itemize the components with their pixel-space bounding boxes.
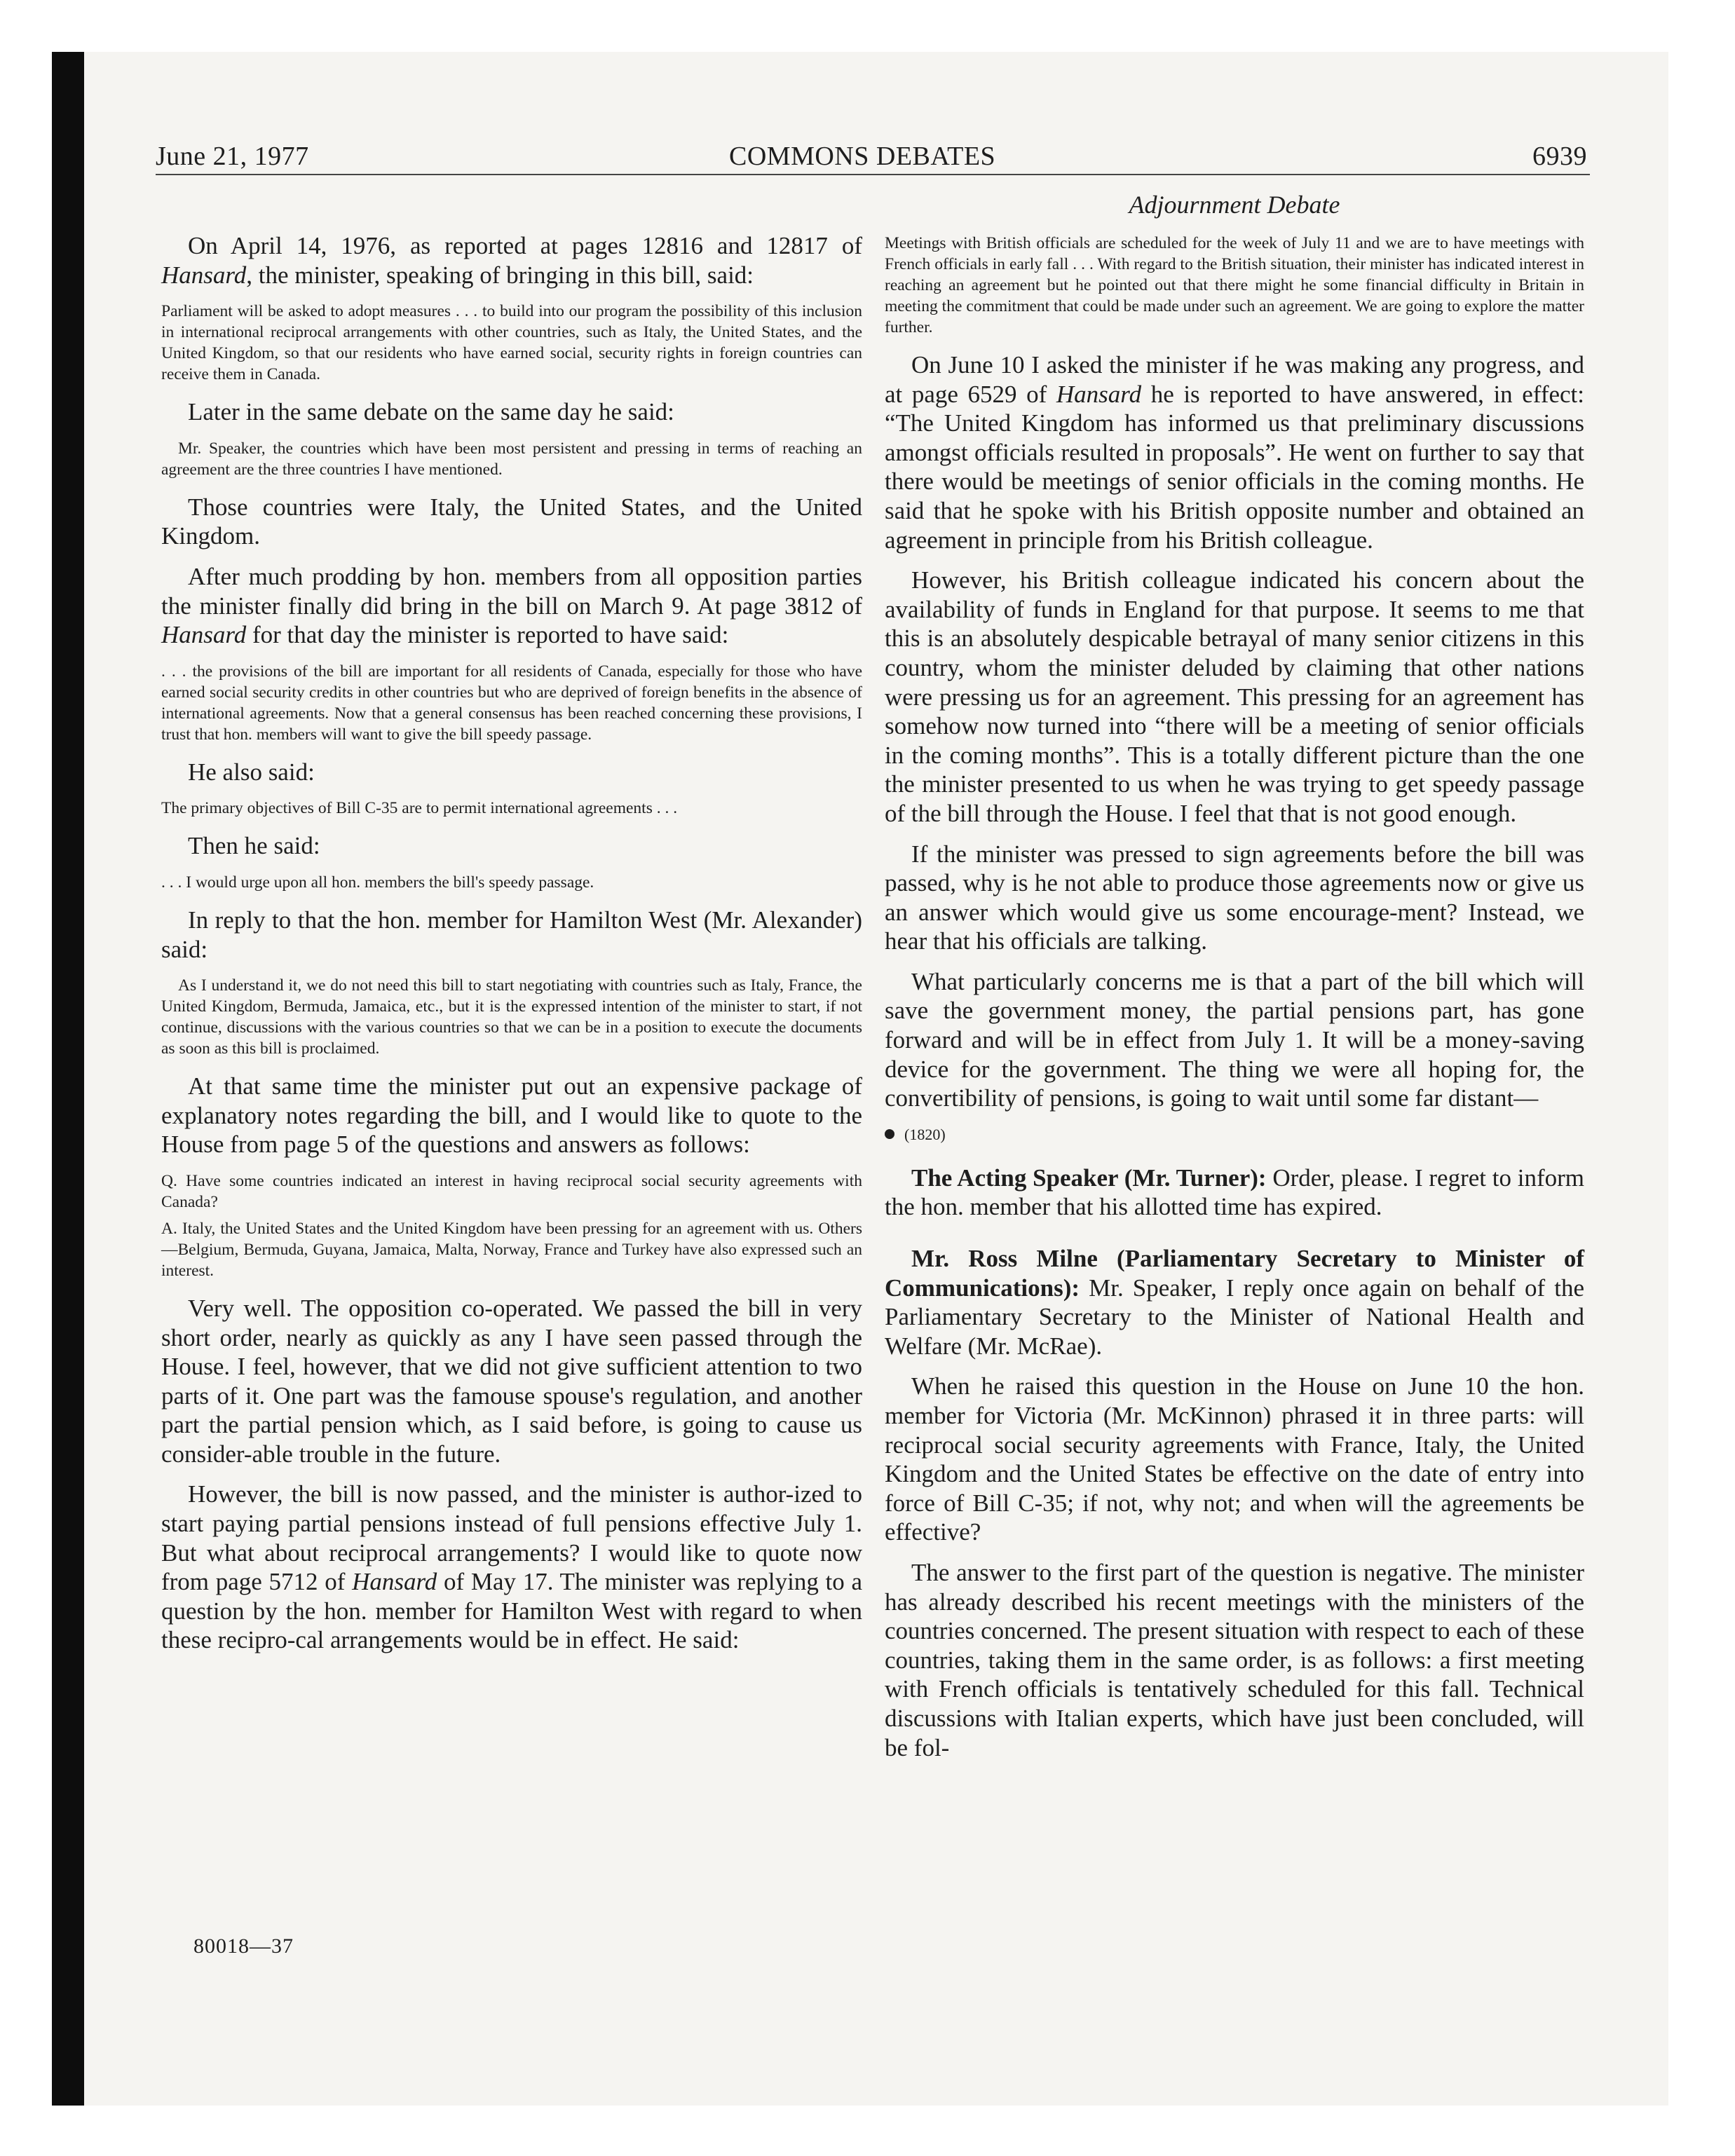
text-run: he is reported to have answered, in effect: “The United Kingdom has informed us that preliminary discussions amongst officials resulted in proposals”. He went on further to say that there would be meetings of senior officials in the coming months. He said that he spoke with his British opposite number and obtained an agreement in principle from his British colleague.: [885, 380, 1585, 554]
paragraph: [885, 1244, 1584, 1360]
text-run: However, the bill is now passed, and the minister is author-ized to start paying partial pensions instead of full pensions effective July 1. But what about reciprocal arrangements? I would like to quote now from page 5712 of: [161, 1480, 862, 1596]
speaker-name: Mr. Ross Milne (Parliamentary Secretary to Minister of Communications):: [885, 1245, 1584, 1302]
paragraph: [885, 350, 1584, 554]
text-run: On April 14, 1976, as reported at pages 12816 and 12817 of: [188, 232, 862, 259]
left-column: [161, 231, 862, 1666]
paragraph: He also said:: [188, 758, 315, 786]
italic-run: Hansard: [161, 621, 247, 649]
speaker-name: The Acting Speaker (Mr. Turner):: [911, 1164, 1267, 1192]
paragraph: Later in the same debate on the same day he said:: [188, 398, 674, 426]
time-marker-text: (1820): [904, 1125, 946, 1143]
paragraph: If the minister was pressed to sign agreements before the bill was passed, why is he not able to produce those agreements now or give us an answer which would give us some encourage-ment? Instead, we hear that his officials are talking.: [885, 840, 1584, 955]
quotation: A. Italy, the United States and the United Kingdom have been pressing for an agreement with us. Others—Belgium, Bermuda, Guyana, Jamaica, Malta, Norway, France and Turkey have also expressed such an interest.: [161, 1219, 862, 1280]
header-date: June 21, 1977: [156, 142, 309, 171]
paragraph: [161, 562, 862, 650]
paragraph: When he raised this question in the House on June 10 the hon. member for Victoria (Mr. McKinnon) phrased it in three parts: will reciprocal social security agreements with France, Italy, the United Kingdom and the United States be effective on the date of entry into force of Bill C-35; if not, why not; and when will the agreements be effective?: [885, 1372, 1584, 1546]
paragraph: [885, 1164, 1584, 1222]
time-marker: [885, 1124, 1584, 1145]
paragraph: The answer to the first part of the question is negative. The minister has already described his recent meetings with the ministers of the countries concerned. The present situation with respect to each of these countries, taking them in the same order, is as follows: a first meeting with French officials is tentatively scheduled for this fall. Technical discussions with Italian experts, which have just been concluded, will be fol-: [885, 1558, 1584, 1761]
quotation: . . . the provisions of the bill are important for all residents of Canada, especially for those who have earned social security credits in other countries but who are deprived of foreign benefits in the absence of international agreements. Now that a general consensus has been reached concerning these provisions, I trust that hon. members will want to give the bill speedy passage.: [161, 662, 862, 744]
binding-edge: [52, 52, 84, 2106]
quotation: Mr. Speaker, the countries which have been most persistent and pressing in terms of reaching an agreement are the three countries I have mentioned.: [161, 439, 862, 479]
paragraph: Very well. The opposition co-operated. We passed the bill in very short order, nearly as quickly as any I have seen passed through the House. I feel, however, that we did not give sufficient attention to two parts of it. One part was the famouse spouse's regulation, and another part the partial pension which, as I said before, is going to cause us consider-able trouble in the future.: [161, 1294, 862, 1468]
italic-run: Hansard: [352, 1568, 437, 1596]
text-run: for that day the minister is reported to have said:: [246, 621, 729, 649]
header-rule: [156, 174, 1590, 175]
text-run: On June 10 I asked the minister if he was making any progress, and at page 6529 of: [885, 351, 1584, 408]
quotation: Parliament will be asked to adopt measures . . . to build into our program the possibility of this inclusion in international reciprocal arrangements with other countries, such as Italy, the United States, and the United Kingdom, so that our residents who have earned social, security rights in foreign countries can receive them in Canada.: [161, 302, 862, 384]
paragraph: In reply to that the hon. member for Hamilton West (Mr. Alexander) said:: [161, 906, 862, 963]
paragraph: However, his British colleague indicated his concern about the availability of funds in England for that purpose. It seems to me that this is an absolutely despicable betrayal of many senior citizens in this country, whom the minister deluded by claiming that other nations were pressing us for an agreement. This pressing for an agreement has somehow now turned into “there will be a meeting of senior officials in the coming months”. This is a totally different picture than the one the minister presented to us when he was trying to get speedy passage of the bill through the House. I feel that that is not good enough.: [885, 566, 1584, 827]
paragraph: Then he said:: [188, 832, 320, 860]
header-title: COMMONS DEBATES: [729, 142, 996, 171]
text-run: After much prodding by hon. members from all opposition parties the minister finally did bring in the bill on March 9. At page 3812 of: [161, 562, 862, 620]
text-run: , the minister, speaking of bringing in this bill, said:: [246, 261, 754, 289]
quotation: Meetings with British officials are scheduled for the week of July 11 and we are to have meetings with French officials in early fall . . . With regard to the British situation, their minister has indicated interest in reaching an agreement but he pointed out that there might he some financial difficulty in Britain in meeting the commitment that could be made under such an agreement. We are going to explore the matter further.: [885, 234, 1584, 336]
paragraph: [161, 1480, 862, 1655]
section-title: Adjournment Debate: [1129, 191, 1340, 219]
paragraph: At that same time the minister put out an expensive package of explanatory notes regarding the bill, and I would like to quote to the House from page 5 of the questions and answers as follows:: [161, 1072, 862, 1159]
text-run: of May 17. The minister was replying to a question by the hon. member for Hamilton West with regard to when these recipro-cal arrangements would be in effect. He said:: [161, 1568, 862, 1654]
paragraph: What particularly concerns me is that a part of the bill which will save the government money, the partial pensions part, has gone forward and will be in effect from July 1. It will be a money-saving device for the government. The thing we were all hoping for, the convertibility of pensions, is going to wait until some far distant—: [885, 967, 1584, 1112]
paragraph: Those countries were Italy, the United States, and the United Kingdom.: [161, 493, 862, 550]
text-run: Order, please. I regret to inform the hon. member that his allotted time has expired.: [885, 1164, 1584, 1221]
right-column: [885, 189, 1584, 1773]
paragraph: [161, 231, 862, 289]
bullet-icon: [885, 1129, 894, 1139]
quotation: . . . I would urge upon all hon. members the bill's speedy passage.: [161, 873, 594, 892]
italic-run: Hansard: [1056, 380, 1142, 408]
italic-run: Hansard: [161, 261, 247, 289]
quotation: The primary objectives of Bill C-35 are to permit international agreements . . .: [161, 799, 678, 818]
footer-code: 80018—37: [193, 1935, 294, 1958]
quotation: As I understand it, we do not need this bill to start negotiating with countries such as Italy, France, the United Kingdom, Bermuda, Jamaica, etc., but it is the expressed intention of the minister to start, if not continue, discussions with the various countries so that we can be in a position to execute the documents as soon as this bill is proclaimed.: [161, 976, 862, 1058]
text-run: Mr. Speaker, I reply once again on behalf of the Parliamentary Secretary to the Minister of National Health and Welfare (Mr. McRae).: [885, 1274, 1584, 1360]
header-page-number: 6939: [1532, 142, 1587, 171]
quotation: Q. Have some countries indicated an interest in having reciprocal social security agreements with Canada?: [161, 1171, 862, 1211]
